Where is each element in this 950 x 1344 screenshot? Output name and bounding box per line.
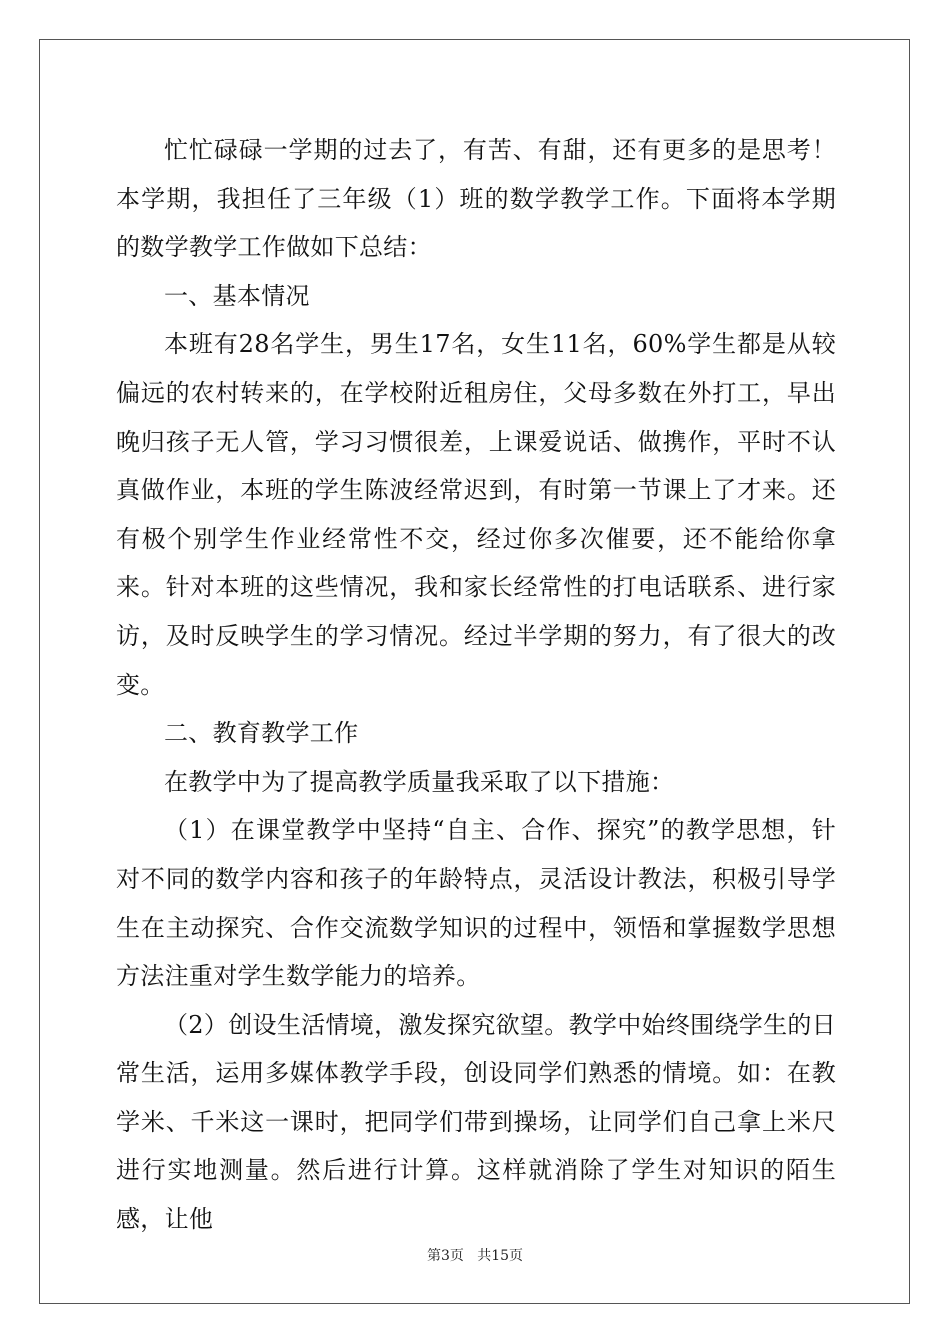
- measure-2-paragraph: （2）创设生活情境，激发探究欲望。教学中始终围绕学生的日常生活，运用多媒体教学手段，创设同学们熟悉的情境。如：在教学米、千米这一课时，把同学们带到操场，让同学们自己拿上米尺进行实地测量。然后进行计算。这样就消除了学生对知识的陌生感，让他: [116, 1010, 836, 1234]
- section-heading-teaching-work: 二、教育教学工作: [164, 719, 359, 748]
- class-situation-paragraph: 本班有28名学生，男生17名，女生11名，60%学生都是从较偏远的农村转来的，在学校附近租房住，父母多数在外打工，早出晚归孩子无人管，学习习惯很差，上课爱说话、做携作，平时不认真做作业，本班的学生陈波经常迟到，有时第一节课上了才来。还有极个别学生作业经常性不交，经过你多次催要，还不能给你拿来。针对本班的这些情况，我和家长经常性的打电话联系、进行家访，及时反映学生的学习情况。经过半学期的努力，有了很大的改变。: [116, 330, 836, 699]
- document-body: [116, 126, 836, 1244]
- intro-paragraph: 忙忙碌碌一学期的过去了，有苦、有甜，还有更多的是思考！本学期，我担任了三年级（1）班的数学教学工作。下面将本学期的数学教学工作做如下总结：: [116, 136, 836, 262]
- page-number-footer: 第3页 共15页: [426, 1248, 524, 1264]
- measures-intro-paragraph: 在教学中为了提高教学质量我采取了以下措施：: [164, 767, 675, 796]
- measure-1-paragraph: （1）在课堂教学中坚持“自主、合作、探究”的教学思想，针对不同的数学内容和孩子的年龄特点，灵活设计教法，积极引导学生在主动探究、合作交流数学知识的过程中，领悟和掌握数学思想方法注重对学生数学能力的培养。: [116, 816, 836, 991]
- section-heading-basic-situation: 一、基本情况: [164, 281, 310, 310]
